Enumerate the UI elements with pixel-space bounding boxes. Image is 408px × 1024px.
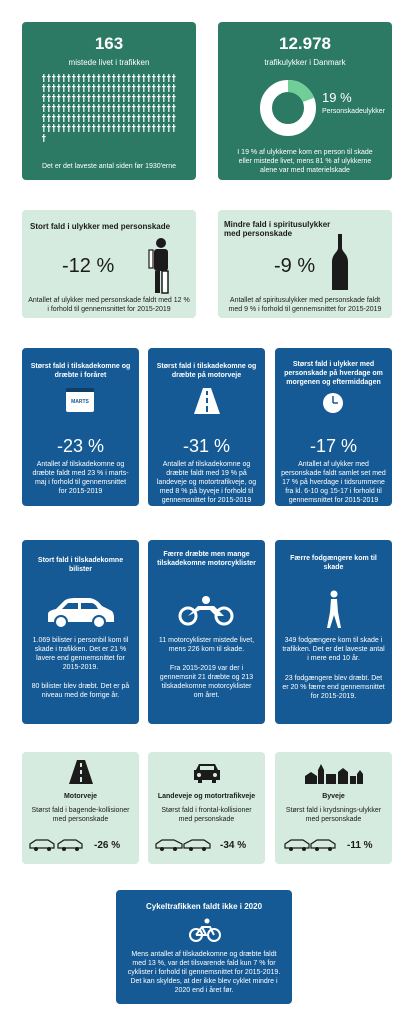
- injured-person-icon: [146, 238, 176, 296]
- cross-mark: [173, 114, 174, 122]
- cross-mark: [148, 104, 149, 112]
- cross-mark: [123, 94, 124, 102]
- cross-mark: [123, 84, 124, 92]
- drunk-card: [218, 210, 392, 318]
- cross-mark: [163, 114, 164, 122]
- cross-mark: [148, 94, 149, 102]
- cross-mark: [128, 114, 129, 122]
- cross-mark: [78, 114, 79, 122]
- cross-mark: [163, 104, 164, 112]
- bike-card: [116, 890, 292, 1004]
- cross-mark: [173, 74, 174, 82]
- motorway-title: Størst fald i tilskadekomne og dræbte på motorveje: [156, 363, 257, 379]
- cross-mark: [58, 124, 59, 132]
- accidents-percent: 19 %: [322, 90, 352, 105]
- weekday-card: [275, 348, 392, 506]
- injury-desc: Antallet af ulykker med personskade faldt med 12 % i forhold til gennemsnittet for 2015-2019: [28, 297, 190, 313]
- deaths-count: 163: [94, 34, 124, 53]
- cross-mark: [123, 104, 124, 112]
- drivers-p2: 80 bilister blev dræbt. Det er på niveau med de forrige år.: [31, 683, 130, 699]
- bottle-icon: [330, 234, 350, 292]
- cross-mark: [158, 124, 159, 132]
- weekday-value: -17 %: [309, 436, 358, 456]
- cross-mark: [78, 104, 79, 112]
- cross-mark: [63, 124, 64, 132]
- cross-mark: [98, 124, 99, 132]
- pedestrian-card: [275, 540, 392, 724]
- accidents-card: [218, 22, 392, 180]
- cross-mark: [143, 84, 144, 92]
- road-country-card: [148, 752, 265, 864]
- motorway-value: -31 %: [182, 436, 231, 456]
- cross-mark: [68, 114, 69, 122]
- injury-card: [22, 210, 196, 318]
- cross-mark: [133, 104, 134, 112]
- cross-mark: [88, 84, 89, 92]
- rear-collision-icon: [28, 836, 86, 852]
- cross-mark: [73, 94, 74, 102]
- road-motorway-value: -26 %: [94, 840, 121, 851]
- cross-mark: [148, 74, 149, 82]
- accidents-label: trafikulykker i Danmark: [264, 58, 346, 67]
- road-city-value: -11 %: [347, 840, 373, 851]
- cross-mark: [88, 114, 89, 122]
- motorcycle-p1: 11 motorcyklister mistede livet, mens 226 kom til skade.: [158, 637, 255, 653]
- cross-mark: [58, 74, 59, 82]
- deaths-label: mistede livet i trafikken: [68, 58, 150, 67]
- cross-mark: [68, 104, 69, 112]
- cross-mark: [173, 94, 174, 102]
- cross-mark: [148, 114, 149, 122]
- bicycle-icon: [189, 918, 221, 942]
- pedestrian-p1: 349 fodgængere kom til skade i trafikken. Det er det laveste antal i mere end 10 år.: [282, 637, 385, 662]
- spring-desc: Antallet af tilskadekomne og dræbte faldt med 23 % i marts-maj i forhold til gennemsnittet for 2015-2019: [32, 461, 129, 495]
- road-city-desc: Størst fald i krydsnings-ulykker med personskade: [285, 807, 382, 823]
- motorcycle-p2: Fra 2015-2019 var der i gennemsnit 21 dræbte og 213 tilskadekomne motorcyklister om året.: [159, 665, 254, 699]
- cross-mark: [88, 104, 89, 112]
- cross-mark: [148, 84, 149, 92]
- cross-mark: [73, 114, 74, 122]
- accidents-percent-label: Personskadeulykker: [322, 108, 386, 115]
- cross-mark: [128, 74, 129, 82]
- accidents-note: I 19 % af ulykkerne kom en person til skade eller mistede livet, mens 81 % af ulykkerne alene var med materielskade: [237, 149, 373, 174]
- cross-mark: [148, 124, 149, 132]
- injury-title: Stort fald i ulykker med personskade: [30, 222, 171, 231]
- cross-mark: [153, 124, 154, 132]
- cross-mark: [63, 104, 64, 112]
- cross-mark: [83, 114, 84, 122]
- cross-mark: [153, 74, 154, 82]
- cross-mark: [153, 94, 154, 102]
- calendar-label: MARTS: [71, 399, 89, 405]
- cross-mark: [113, 74, 114, 82]
- weekday-title: Størst fald i ulykker med personskade på hverdage om morgenen og eftermiddagen: [284, 361, 383, 386]
- cross-mark: [143, 94, 144, 102]
- cross-mark: [158, 84, 159, 92]
- cross-mark: [128, 94, 129, 102]
- cross-mark: [63, 94, 64, 102]
- cross-mark: [133, 84, 134, 92]
- cross-mark: [103, 124, 104, 132]
- cross-mark: [108, 84, 109, 92]
- cross-mark: [153, 84, 154, 92]
- cross-mark: [73, 84, 74, 92]
- cross-mark: [98, 114, 99, 122]
- road-country-title: Landeveje og motortrafikveje: [157, 793, 256, 800]
- cross-mark: [143, 74, 144, 82]
- cross-mark: [113, 124, 114, 132]
- cross-mark: [138, 84, 139, 92]
- cross-mark: [53, 104, 54, 112]
- pedestrian-icon: [325, 590, 343, 630]
- cross-mark: [133, 114, 134, 122]
- cross-mark: [158, 74, 159, 82]
- cross-mark: [108, 94, 109, 102]
- cross-mark: [108, 124, 109, 132]
- drunk-desc: Antallet af spiritusulykker med personskade faldt med 9 % i forhold til gennemsnittet for 2015-2019: [228, 297, 382, 313]
- accidents-count: 12.978: [279, 34, 331, 53]
- cross-mark: [173, 124, 174, 132]
- spring-card: [22, 348, 139, 506]
- bike-title: Cykeltrafikken faldt ikke i 2020: [145, 902, 263, 911]
- pedestrian-p2: 23 fodgængere blev dræbt. Det er 20 % færre end gennemsnittet for 2015-2019.: [282, 675, 385, 700]
- cross-mark: [68, 124, 69, 132]
- cross-mark: [103, 94, 104, 102]
- cross-mark: [83, 74, 84, 82]
- cross-mark: [158, 94, 159, 102]
- cross-mark: [168, 104, 169, 112]
- road-country-desc: Størst fald i frontal-kollisioner med personskade: [161, 807, 252, 823]
- cross-mark: [168, 124, 169, 132]
- drivers-p1: 1.069 bilister i personbil kom til skade i trafikken. Det er 21 % lavere end gennemsnittet for 2015-2019.: [32, 637, 129, 671]
- cross-mark: [138, 104, 139, 112]
- car-front-icon: [192, 762, 222, 784]
- road-country-value: -34 %: [220, 840, 247, 851]
- cross-mark: [48, 94, 49, 102]
- cross-mark: [118, 114, 119, 122]
- cross-mark: [68, 74, 69, 82]
- bike-desc: Mens antallet af tilskadekomne og dræbte faldt med 13 %, var det tilsvarende fald kun 7 % for cyklister i forhold til gennemsnittet for 2015-2019. Det kan skyldes, at der ikke blev cyklet mindre i 2020 end i året før.: [127, 951, 281, 994]
- cross-mark: [93, 84, 94, 92]
- cross-mark: [128, 124, 129, 132]
- cross-mark: [143, 114, 144, 122]
- cross-mark: [168, 74, 169, 82]
- cross-mark: [108, 74, 109, 82]
- cross-mark: [78, 94, 79, 102]
- cross-mark: [138, 124, 139, 132]
- cross-mark: [63, 74, 64, 82]
- road-city-title: Byveje: [322, 793, 345, 800]
- cross-mark: [58, 94, 59, 102]
- cross-mark: [103, 74, 104, 82]
- motorway-card: [148, 348, 265, 506]
- car-icon: [44, 596, 116, 628]
- cross-mark: [53, 84, 54, 92]
- pedestrian-title: Færre fodgængere kom til skade: [290, 555, 377, 571]
- cross-mark: [128, 84, 129, 92]
- cross-mark: [83, 124, 84, 132]
- cross-mark: [153, 104, 154, 112]
- cross-mark: [73, 124, 74, 132]
- cross-mark: [73, 104, 74, 112]
- cross-mark: [168, 84, 169, 92]
- cross-mark: [48, 114, 49, 122]
- road-motorway-card: [22, 752, 139, 864]
- motorway-icon: [194, 388, 220, 414]
- cross-mark: [88, 74, 89, 82]
- cross-mark: [128, 104, 129, 112]
- cross-mark: [43, 94, 44, 102]
- motorcycle-title: Færre dræbte men mange tilskadekomne motorcyklister: [157, 551, 256, 567]
- cross-mark: [68, 94, 69, 102]
- cross-mark: [173, 104, 174, 112]
- motorcycle-icon: [178, 594, 234, 626]
- cross-mark: [133, 94, 134, 102]
- clock-icon: [322, 392, 344, 414]
- cross-mark: [98, 94, 99, 102]
- cross-mark: [58, 84, 59, 92]
- cross-mark: [53, 114, 54, 122]
- cross-mark: [43, 114, 44, 122]
- cross-mark: [113, 114, 114, 122]
- cross-mark: [48, 84, 49, 92]
- cross-mark: [138, 114, 139, 122]
- cross-mark: [63, 114, 64, 122]
- drunk-value: -9 %: [274, 255, 316, 277]
- motorcycle-card: [148, 540, 265, 724]
- city-skyline-icon: [305, 762, 363, 784]
- cross-mark: [58, 114, 59, 122]
- cross-mark: [73, 74, 74, 82]
- cross-mark: [108, 104, 109, 112]
- cross-mark: [63, 84, 64, 92]
- cross-mark: [83, 104, 84, 112]
- cross-mark: [83, 94, 84, 102]
- cross-mark: [133, 74, 134, 82]
- drivers-card: [22, 540, 139, 724]
- cross-mark: [163, 94, 164, 102]
- cross-mark: [118, 124, 119, 132]
- motorway-desc: Antallet af tilskadekomne og dræbte faldt med 19 % på landeveje og motortrafikveje, og med 8 % på byveje i forhold til gennemsnittet for 2015-2019: [156, 461, 257, 504]
- cross-mark: [48, 124, 49, 132]
- crosses-icon: [42, 74, 176, 154]
- spring-title: Størst fald i tilskadekomne og dræbte i foråret: [30, 363, 131, 379]
- frontal-collision-icon: [154, 836, 212, 852]
- drivers-title: Stort fald i tilskadekomne bilister: [37, 557, 124, 573]
- cross-mark: [103, 114, 104, 122]
- cross-mark: [43, 104, 44, 112]
- cross-mark: [88, 94, 89, 102]
- cross-mark: [93, 94, 94, 102]
- cross-mark: [83, 84, 84, 92]
- cross-mark: [58, 104, 59, 112]
- cross-mark: [143, 104, 144, 112]
- cross-mark: [168, 94, 169, 102]
- motorway-icon: [69, 760, 93, 784]
- cross-mark: [158, 104, 159, 112]
- cross-mark: [93, 104, 94, 112]
- cross-mark: [103, 84, 104, 92]
- cross-mark: [123, 124, 124, 132]
- road-city-card: [275, 752, 392, 864]
- cross-mark: [43, 124, 44, 132]
- road-motorway-title: Motorveje: [63, 793, 98, 800]
- cross-mark: [138, 74, 139, 82]
- cross-mark: [108, 114, 109, 122]
- cross-mark: [173, 84, 174, 92]
- deaths-card: [22, 22, 196, 180]
- cross-mark: [93, 114, 94, 122]
- cross-mark: [98, 84, 99, 92]
- cross-mark: [123, 114, 124, 122]
- cross-mark: [43, 74, 44, 82]
- cross-mark: [113, 84, 114, 92]
- cross-mark: [163, 124, 164, 132]
- cross-mark: [93, 74, 94, 82]
- drunk-title: Mindre fald i spiritusulykker med personskade: [224, 220, 331, 238]
- crossing-collision-icon: [283, 836, 339, 852]
- cross-mark: [138, 94, 139, 102]
- cross-mark: [163, 84, 164, 92]
- cross-mark: [133, 124, 134, 132]
- cross-mark: [48, 74, 49, 82]
- cross-mark: [158, 114, 159, 122]
- cross-mark: [53, 74, 54, 82]
- cross-mark: [103, 104, 104, 112]
- deaths-note: Det er det laveste antal siden før 1930'erne: [41, 163, 177, 170]
- road-motorway-desc: Størst fald i bagende-kollisioner med personskade: [31, 807, 130, 823]
- cross-mark: [43, 84, 44, 92]
- cross-mark: [53, 124, 54, 132]
- cross-mark: [113, 104, 114, 112]
- cross-mark: [118, 74, 119, 82]
- cross-mark: [68, 84, 69, 92]
- cross-mark: [93, 124, 94, 132]
- spring-value: -23 %: [56, 436, 105, 456]
- cross-mark: [118, 94, 119, 102]
- cross-mark: [123, 74, 124, 82]
- injury-value: -12 %: [62, 255, 115, 277]
- cross-mark: [78, 124, 79, 132]
- donut-chart-icon: [258, 78, 318, 138]
- cross-mark: [78, 74, 79, 82]
- cross-mark: [163, 74, 164, 82]
- cross-mark: [118, 84, 119, 92]
- cross-mark: [118, 104, 119, 112]
- calendar-icon: [66, 388, 94, 412]
- cross-mark: [88, 124, 89, 132]
- cross-mark: [113, 94, 114, 102]
- cross-mark: [168, 114, 169, 122]
- cross-mark: [98, 104, 99, 112]
- cross-mark: [48, 104, 49, 112]
- weekday-desc: Antallet af ulykker med personskade faldt samlet set med 17 % på hverdage i tidsrummene fra kl. 6-10 og 15-17 i forhold til gennemsnittet for 2015-2019: [281, 461, 386, 504]
- cross-mark: [98, 74, 99, 82]
- cross-mark: [53, 94, 54, 102]
- cross-mark: [78, 84, 79, 92]
- cross-mark: [43, 134, 44, 142]
- cross-mark: [153, 114, 154, 122]
- cross-mark: [143, 124, 144, 132]
